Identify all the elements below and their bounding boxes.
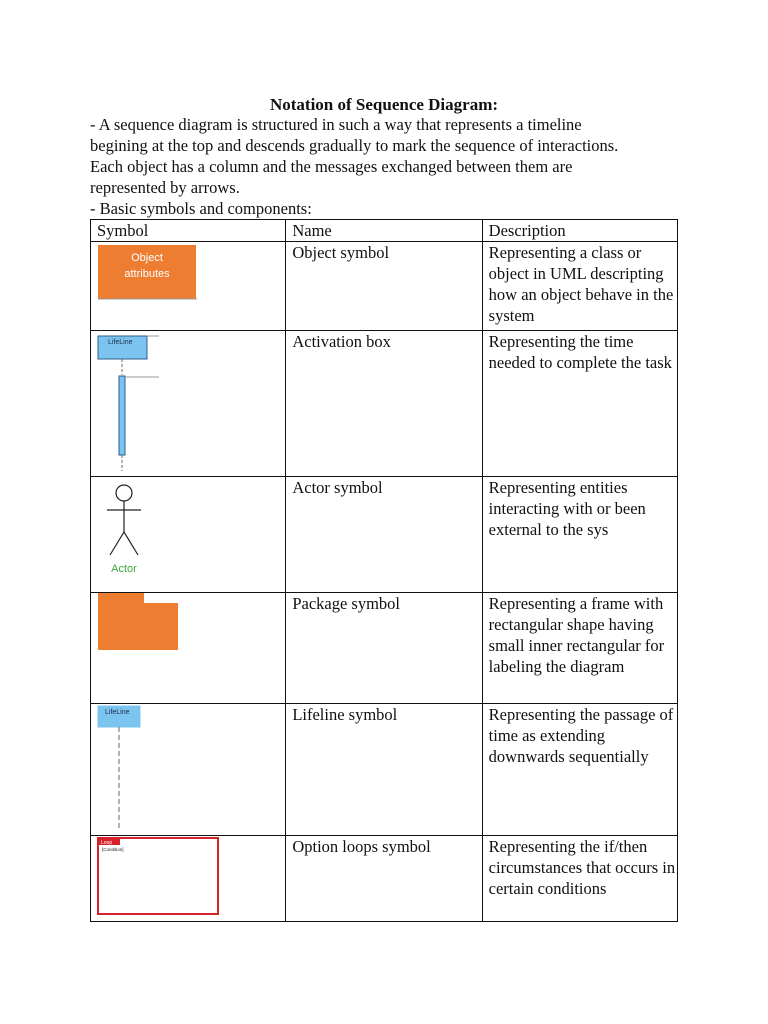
symbol-cell: [91, 836, 286, 922]
table-row: [91, 836, 678, 922]
description-cell: Representing entities interacting with or been external to the sys: [482, 477, 677, 593]
object-icon-label: Object: [131, 252, 163, 264]
name-cell: Option loops symbol: [286, 836, 482, 922]
package-folder-icon: [91, 593, 279, 698]
option-loop-frame-icon: [91, 836, 279, 916]
name-cell: Object symbol: [286, 242, 482, 331]
table-row: [91, 331, 678, 477]
description-cell: Representing the if/then circumstances that occurs in certain conditions: [482, 836, 677, 922]
header-symbol: Symbol: [91, 220, 286, 242]
name-cell: Activation box: [286, 331, 482, 477]
table-row: [91, 704, 678, 836]
name-cell: Package symbol: [286, 593, 482, 704]
description-cell: Representing a class or object in UML descripting how an object behave in the system: [482, 242, 677, 331]
intro-paragraph: [90, 114, 680, 198]
page-title: Notation of Sequence Diagram:: [269, 95, 499, 114]
loop-condition-label: [Condition]: [102, 847, 124, 852]
intro-line: begining at the top and descends gradually to mark the sequence of interactions.: [90, 136, 619, 155]
symbol-cell: [91, 242, 286, 331]
intro-line: Each object has a column and the messages exchanged between them are: [90, 157, 573, 176]
symbol-cell: [91, 593, 286, 704]
symbols-table: [90, 219, 678, 922]
actor-icon-label: Actor: [111, 563, 137, 575]
intro-line: - A sequence diagram is structured in such a way that represents a timeline: [90, 115, 582, 134]
object-box-icon: [91, 242, 279, 325]
symbol-cell: [91, 331, 286, 477]
name-cell: Lifeline symbol: [286, 704, 482, 836]
name-cell: Actor symbol: [286, 477, 482, 593]
loop-icon-label: Loop: [101, 840, 113, 846]
lifeline-icon-label: LifeLine: [105, 709, 130, 716]
table-header-row: [91, 220, 678, 242]
activation-box-icon: [91, 331, 279, 471]
header-description: Description: [482, 220, 677, 242]
header-name: Name: [286, 220, 482, 242]
lifeline-icon-label: LifeLine: [108, 339, 133, 346]
table-row: [91, 593, 678, 704]
intro-line: represented by arrows.: [90, 178, 240, 197]
actor-stick-figure-icon: [91, 477, 279, 587]
symbol-cell: [91, 704, 286, 836]
table-row: [91, 477, 678, 593]
lifeline-icon: [91, 704, 279, 830]
table-row: [91, 242, 678, 331]
description-cell: Representing a frame with rectangular shape having small inner rectangular for labeling the diagram: [482, 593, 677, 704]
symbol-cell: [91, 477, 286, 593]
components-heading: - Basic symbols and components:: [90, 199, 312, 218]
description-cell: Representing the time needed to complete the task: [482, 331, 677, 477]
description-cell: Representing the passage of time as extending downwards sequentially: [482, 704, 677, 836]
object-icon-label: attributes: [124, 268, 170, 280]
